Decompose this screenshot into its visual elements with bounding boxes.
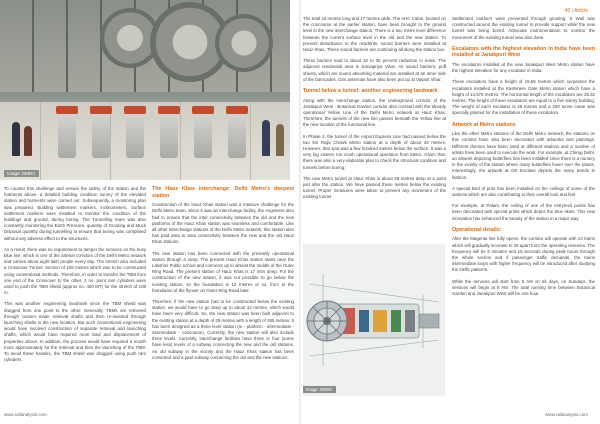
- paragraph: Settlement markers were prevented through grouting. It Wall was constructed around the existing tunnel to provide support while the new tunnel was being bored. Adequate instrumentation to monitor the movement of the existing tunnel was also done.: [452, 16, 595, 40]
- left-column-2: [152, 186, 294, 366]
- paragraph: These escalators have a height of 15.65 metres which surpasses the escalators installed at the Kashmere Gate Metro station which have a height of 14.575 metres. The horizontal length of the escalators are 35.32 metres. The height of these escalators are equal to a five storey building. The weight of each escalator is 28 tonnes and a 250 tonne crane was specially planted for the installation of these escalators.: [452, 79, 595, 116]
- paragraph: In Phase 2, the tunnel of the Airport Express Line had passed below the two km Rajiv Chowk Metro station at a depth of about 43 metres. However, that spot was a few hundred metres below the surface. It was a very big sixteen ton crush operational operation from Metro. Given that, there was also a very elaborate plan to check the structural condition and tunnels before boring.: [303, 133, 446, 170]
- page-header: [565, 8, 588, 14]
- paragraph: Along with the interchange station, the underground corridor of the Janakpuri West - Botanical Garden corridor also crossed with the already operational Yellow Line of the Delhi Metro network at Hauz Khas. Therefore, the tunnels of the new line passes beneath the Yellow line at the new location of the functional line.: [303, 97, 446, 128]
- section-heading: Artwork at Metro stations: [452, 121, 516, 128]
- paragraph: For example, at Palam, the ceiling of one of the entry/exit points has been decorated with special prints which depict the blue skies. This new innovation has enhanced the beauty of the station in a major way.: [452, 203, 595, 221]
- section-heading: Operational details:: [452, 226, 502, 233]
- section-heading: Tunnel below a tunnel: another engineering landmark: [303, 88, 438, 95]
- paragraph: Like the other Metro stations of the Delhi Metro network, the stations on this corridor have also been decorated with artworks and paintings. Different themes have been used at different stations and a number of artists have been used to execute the work. For example, at Chirag Delhi, an artwork depicting butterflies has been installed since there is a nursery in the vicinity of the station where many butterflies hover over the plants. Interestingly, the artwork at GK Enclave depicts the many trends in fashion.: [452, 131, 596, 180]
- paragraph: To counter this challenge and ensure the safety of the station and the hutments above, a detailed building condition survey of the elevated station and hutments were carried out. Subsequently, a monitoring plan was prepared. Building settlement markers, inclinometers, Surface settlement markers were installed to monitor the condition of the buildings and ground, during boring. The Tunnelling team was also constantly monitoring the Earth Pressure, quantity of Grouting and Muck Disposal quantity during tunnelling to ensure that boring was completed without any adverse effect to the structures.: [4, 186, 146, 241]
- paragraph: The new station has been connected with the presently operational station through a ramp. The present Hauz Khas station starts near the Lakshmi Public school and connects up to almost the middle of the Outer Ring Road. The present station of Hauz Khas is 17 mtrs deep. For the construction of the new station, it was not possible to go below the existing station, so the foundation is 12 metres or so, from to the foundation of the flyover on Outer Ring Road later.: [152, 250, 294, 293]
- left-column-1: [4, 186, 146, 368]
- paragraph: The total 43 metres long and 17 metres wide. The AHC Cabin, located on the concourse at the earlier station, have been brought to the ground level in the new interchange station. There is a two metre level difference between the current surface level in the old and the new station. To prevent disturbance to the residents, sound barriers were installed at Hauz Khas. These sound barriers are continuing all along the station box.: [303, 16, 446, 53]
- paragraph: Therefore, if the new station had to be constructed below the existing station, we would have to go deep up to about 42 metres, which would have been very difficult. So, the new station was been built adjacent to the existing station at a depth of 29 metres with a length of 285 metres. It has been designed as a three level station (re - platform - intermediate - intermediate - concourse). Currently, the new station will also include three levels. Currently, interchange facilities have three or four (some have less) levels of a subway connecting the new and the old stations. An old subway in the vicinity and the Hauz Khas station has been converted and a paid subway connecting the old and the new stations.: [152, 299, 294, 360]
- paragraph: The new Metro tunnel at Hauz Khas is about 28 metres deep at a point just after the station. We have passed these metres below the existing tunnel. Proper measures were taken to prevent any movement of the existing tunnel.: [303, 175, 446, 200]
- right-column-2: [452, 16, 595, 302]
- header-separator: |: [571, 8, 575, 14]
- section-heading: Escalators with the highest elevation in India have been installed at Janakpuri West: [452, 45, 595, 59]
- page-number: 40: [564, 8, 571, 14]
- figure-caption: Image: DMRC: [303, 386, 336, 393]
- footer-url[interactable]: www.railanalysis.com: [545, 412, 588, 417]
- section-name: Article: [574, 8, 588, 14]
- photo-caption: Image: DMRC: [4, 170, 39, 177]
- paragraph: While the services will start from 6 AM on all days, on Sundays, the services will begin at 8 AM. The total running time between Botanical Garden and Janakpuri West will be one hour.: [452, 278, 595, 297]
- paragraph: These barriers lead to about 32 to 35 percent reduction in noise. The adjacent residential area is Sarvapriya Vihar. As sound barriers, puff sheets, which are sound absorbing material are installed at an inner side of the barricades. Gris antennas have also been put up at Vasant Vihar.: [303, 58, 446, 82]
- tbm-diagram: [303, 244, 445, 396]
- paragraph: As a result, there was no requirement to tamper the services on the busy blue line, which is one of the arterial corridors of the Delhi Metro network and carries about eight lakh people every day. The stretch also included a Crossover Tunnel. Section of 108 metres which was to be constructed using conventional methods. Therefore, in order to transfer the TBM from one end of the Crossover to the other, 2 no. point ram cylinders were used to push the TBM shield (approx no. 400 MT) for the stretch of 108 m.: [4, 246, 146, 296]
- tbm-machine-illustration: [303, 244, 445, 396]
- paragraph: This was another engineering landmark since the TBM shield was dragged from one point to the other. Generally, TBMs are retrieved through custom made retrieval shafts and then re-inserted through launching shafts in the new location. But such conventional engineering would have involved construction of separate retrieval and launching shafts, which would have required more land and displacement of properties above. In addition, the process would have required a month more approximately for the retrieval and then the launching of the TBM. To avoid these hassles, the TBM shield was dragged using push ram cylinders.: [4, 301, 146, 363]
- paragraph: A special kind of print has been installed on the ceilings of some of the stations which are also contributing to their overall look and feel.: [452, 185, 595, 198]
- right-column-1: [303, 16, 446, 206]
- right-page: [300, 0, 600, 424]
- station-photo: [0, 0, 290, 180]
- paragraph: Construction of the Hauz Khas station was a massive challenge for the Delhi Metro team. Since it was an interchange facility, the engineers also had to ensure that the inter connectivity between the old and the new platforms of the Hauz Khas station was seamless and comfortable. Like all other interchange stations of the Delhi Metro network, this station also has paid area to area connectivity between the new and the old Hauz Khas stations.: [152, 202, 294, 245]
- paragraph: After the Magenta line fully opens, the corridor will operate with 24 trains which will gradually increase to 26 apart from the operating reserves. The frequency will be 5 minutes and 15 seconds during peak hours through the whole section and if passenger traffic demands, the trains intermediate loops with higher frequency will be introduced after studying the traffic patterns.: [452, 236, 595, 273]
- paragraph: The escalators installed at the new Janakpuri West Metro station have the highest elevation for any escalator in India.: [452, 62, 595, 74]
- section-heading: The Hauz Khas interchange: Delhi Metro's deepest station: [152, 186, 294, 199]
- footer-url[interactable]: www.railanalysis.com: [4, 412, 47, 417]
